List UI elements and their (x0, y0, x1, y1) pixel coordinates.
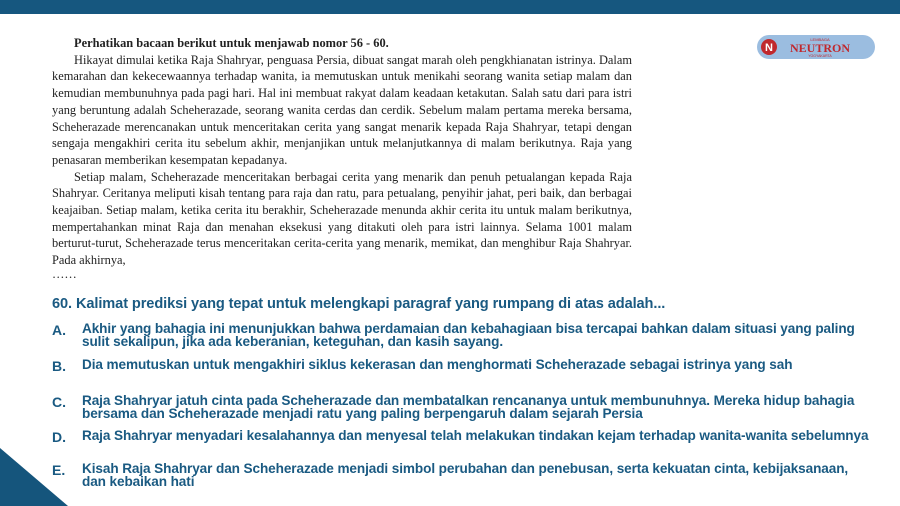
option-letter: E. (52, 462, 66, 478)
question-text: 60. Kalimat prediksi yang tepat untuk melengkapi paragraf yang rumpang di atas adalah... (52, 296, 666, 312)
option-text: Dia memutuskan untuk mengakhiri siklus kekerasan dan menghormati Scheherazade sebagai istrinya yang sah (82, 357, 793, 372)
top-banner (0, 0, 900, 14)
option-letter: A. (52, 322, 66, 338)
option-text: Raja Shahryar menyadari kesalahannya dan menyesal telah melakukan tindakan kejam terhadap wanita-wanita sebelumnya (82, 428, 869, 443)
passage-paragraph-1: Hikayat dimulai ketika Raja Shahryar, penguasa Persia, dibuat sangat marah oleh pengkhianatan istrinya. Dalam kemarahan dan kekecewaannya terhadap wanita, ia memutuskan untuk menikahi seorang wanita setiap malam dan kemudian membunuhnya pada pagi hari. Hal ini membuat rakyat dalam keadaan ketakutan. Salah satu dari para istri yang beruntung adalah Scheherazade, seorang wanita cerdas dan cerdik. Sebelum malam pertama mereka bersama, Scheherazade merencanakan untuk menceritakan cerita yang sangat menarik kepada Raja Shahryar, tetapi dengan sengaja mengakhiri cerita itu sebelum akhir, menjanjikan untuk melanjutkannya di malam berikutnya. Raja yang penasaran memberikan kesempatan kepadanya. (52, 52, 632, 167)
reading-passage (52, 35, 632, 279)
option-text: Akhir yang bahagia ini menunjukkan bahwa perdamaian dan kebahagiaan bisa tercapai bahkan dalam situasi yang paling sulit sekalipun, jika ada keberanian, keteguhan, dan kasih sayang. (82, 321, 855, 349)
passage-paragraph-2: Setiap malam, Scheherazade menceritakan berbagai cerita yang menarik dan penuh petualangan kepada Raja Shahryar. Ceritanya meliputi kisah tentang para raja dan ratu, para petualang, penyihir jahat, peri baik, dan berbagai keajaiban. Setiap malam, ketika cerita itu berakhir, Scheherazade menunda akhir cerita itu untuk malam berikutnya, mempertahankan minat Raja dan menahan eksekusi yang ditakuti oleh para istri lainnya. Selama 1001 malam berturut-turut, Scheherazade terus menceritakan cerita-cerita yang menarik, memikat, dan menghibur Raja Shahryar. Pada akhirnya, (52, 169, 632, 268)
logo-brand: NEUTRON (789, 41, 851, 55)
corner-decoration (0, 448, 68, 506)
option-text: Kisah Raja Shahryar dan Scheherazade menjadi simbol perubahan dan penebusan, serta kekuatan cinta, kebijaksanaan, dan kebaikan hati (82, 461, 849, 489)
passage-title: Perhatikan bacaan berikut untuk menjawab nomor 56 - 60. (74, 36, 389, 50)
option-text: Raja Shahryar jatuh cinta pada Scheherazade dan membatalkan rencananya untuk membunuhnya. Mereka hidup bahagia bersama dan Scheherazade menjadi ratu yang paling berpengaruh dalam sejarah Persia (82, 393, 855, 421)
option-letter: D. (52, 429, 66, 445)
option-letter: B. (52, 358, 66, 374)
neutron-logo (756, 34, 876, 60)
option-letter: C. (52, 394, 66, 410)
logo-emblem-letter: N (765, 42, 773, 54)
logo-top-text: LEMBAGA (810, 37, 830, 42)
logo-bottom-text: YOGYAKARTA (808, 54, 832, 58)
passage-ellipsis: …… (52, 266, 77, 281)
